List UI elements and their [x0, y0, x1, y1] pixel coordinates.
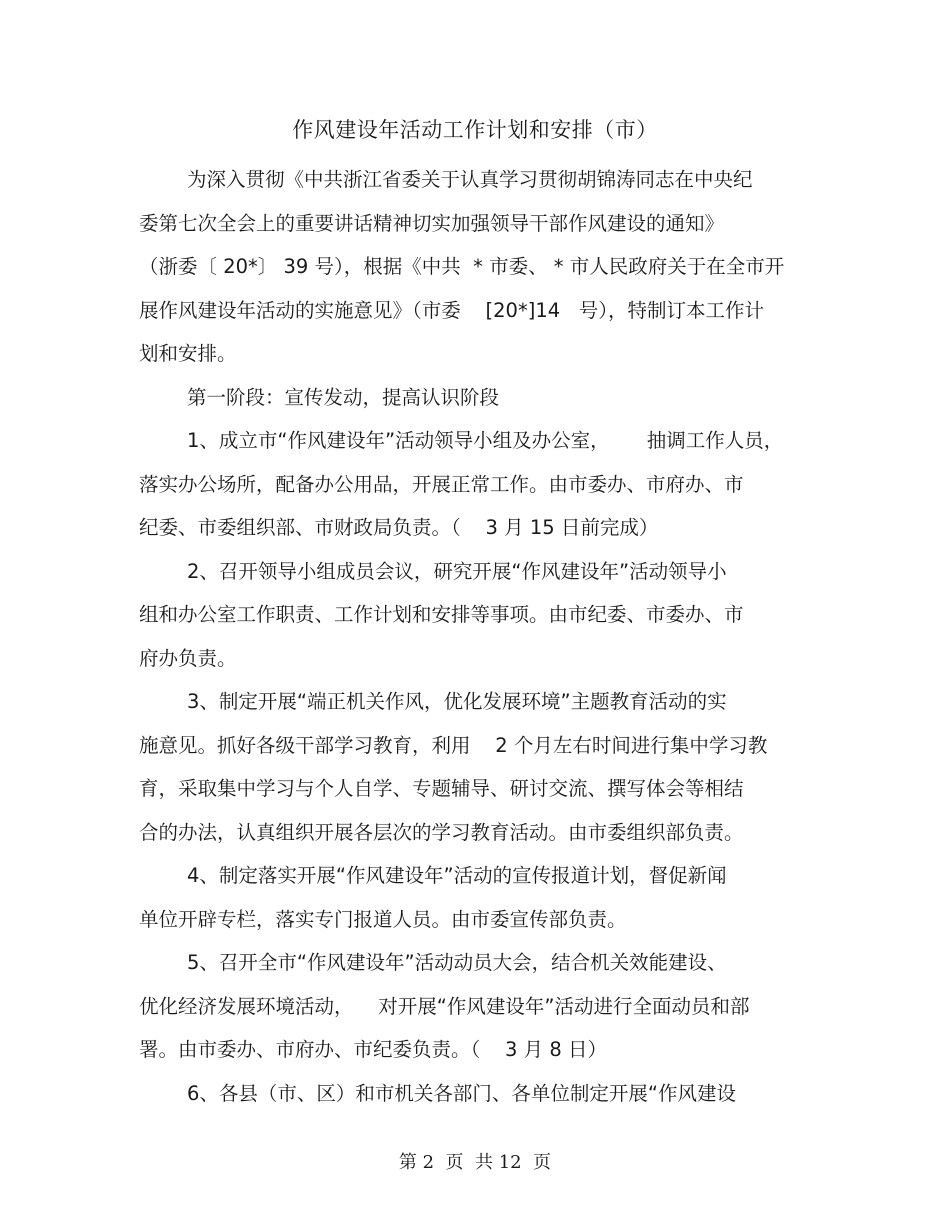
text-line: 为深入贯彻《中共浙江省委关于认真学习贯彻胡锦涛同志在中央纪 [187, 168, 753, 191]
text-line: 委第七次全会上的重要讲话精神切实加强领导干部作风建设的通知》 [139, 211, 725, 235]
text-line: 府办负责。 [139, 646, 237, 670]
text-line: 5、召开全市“作风建设年”活动动员大会，结合机关效能建设、 [187, 951, 727, 974]
text-line: 落实办公场所，配备办公用品，开展正常工作。由市委办、市府办、市 [139, 472, 744, 496]
text-line: 单位开辟专栏，落实专门报道人员。由市委宣传部负责。 [139, 907, 627, 931]
text-line: 6、各县（市、区）和市机关各部门、各单位制定开展“作风建设 [187, 1081, 737, 1105]
document-body [139, 158, 811, 1115]
text-line: 合的办法，认真组织开展各层次的学习教育活动。由市委组织部负责。 [139, 820, 744, 844]
document-title: 作风建设年活动工作计划和安排（市） [292, 118, 658, 142]
text-line: 施意见。抓好各级干部学习教育，利用 2 个月左右时间进行集中学习教 [139, 733, 768, 757]
text-line: 1、成立市“作风建设年”活动领导小组及办公室， 抽调工作人员， [187, 429, 784, 452]
text-line: 署。由市委办、市府办、市纪委负责。（ 3 月 8 日） [139, 1038, 607, 1061]
page-number-footer: 第 2 页 共 12 页 [398, 1152, 552, 1173]
text-line: 划和安排。 [139, 342, 237, 365]
text-line: 展作风建设年活动的实施意见》（市委 [20*]14 号），特制订本工作计 [139, 298, 764, 322]
text-line: 优化经济发展环境活动， 对开展“作风建设年”活动进行全面动员和部 [139, 994, 750, 1018]
text-line: 纪委、市委组织部、市财政局负责。（ 3 月 15 日前完成） [139, 516, 659, 539]
text-line: 育，采取集中学习与个人自学、专题辅导、研讨交流、撰写体会等相结 [139, 777, 744, 800]
text-line: 4、制定落实开展“作风建设年”活动的宣传报道计划，督促新闻 [187, 864, 727, 887]
text-line: （浙委〔 20*〕 39 号），根据《中共 * 市委、 * 市人民政府关于在全市开 [139, 255, 785, 278]
text-line: 组和办公室工作职责、工作计划和安排等事项。由市纪委、市委办、市 [139, 603, 744, 626]
text-line: 2、召开领导小组成员会议，研究开展“作风建设年”活动领导小 [187, 559, 727, 583]
section-heading: 第一阶段：宣传发动，提高认识阶段 [187, 385, 500, 409]
text-line: 3、制定开展“端正机关作风，优化发展环境”主题教育活动的实 [187, 690, 727, 713]
